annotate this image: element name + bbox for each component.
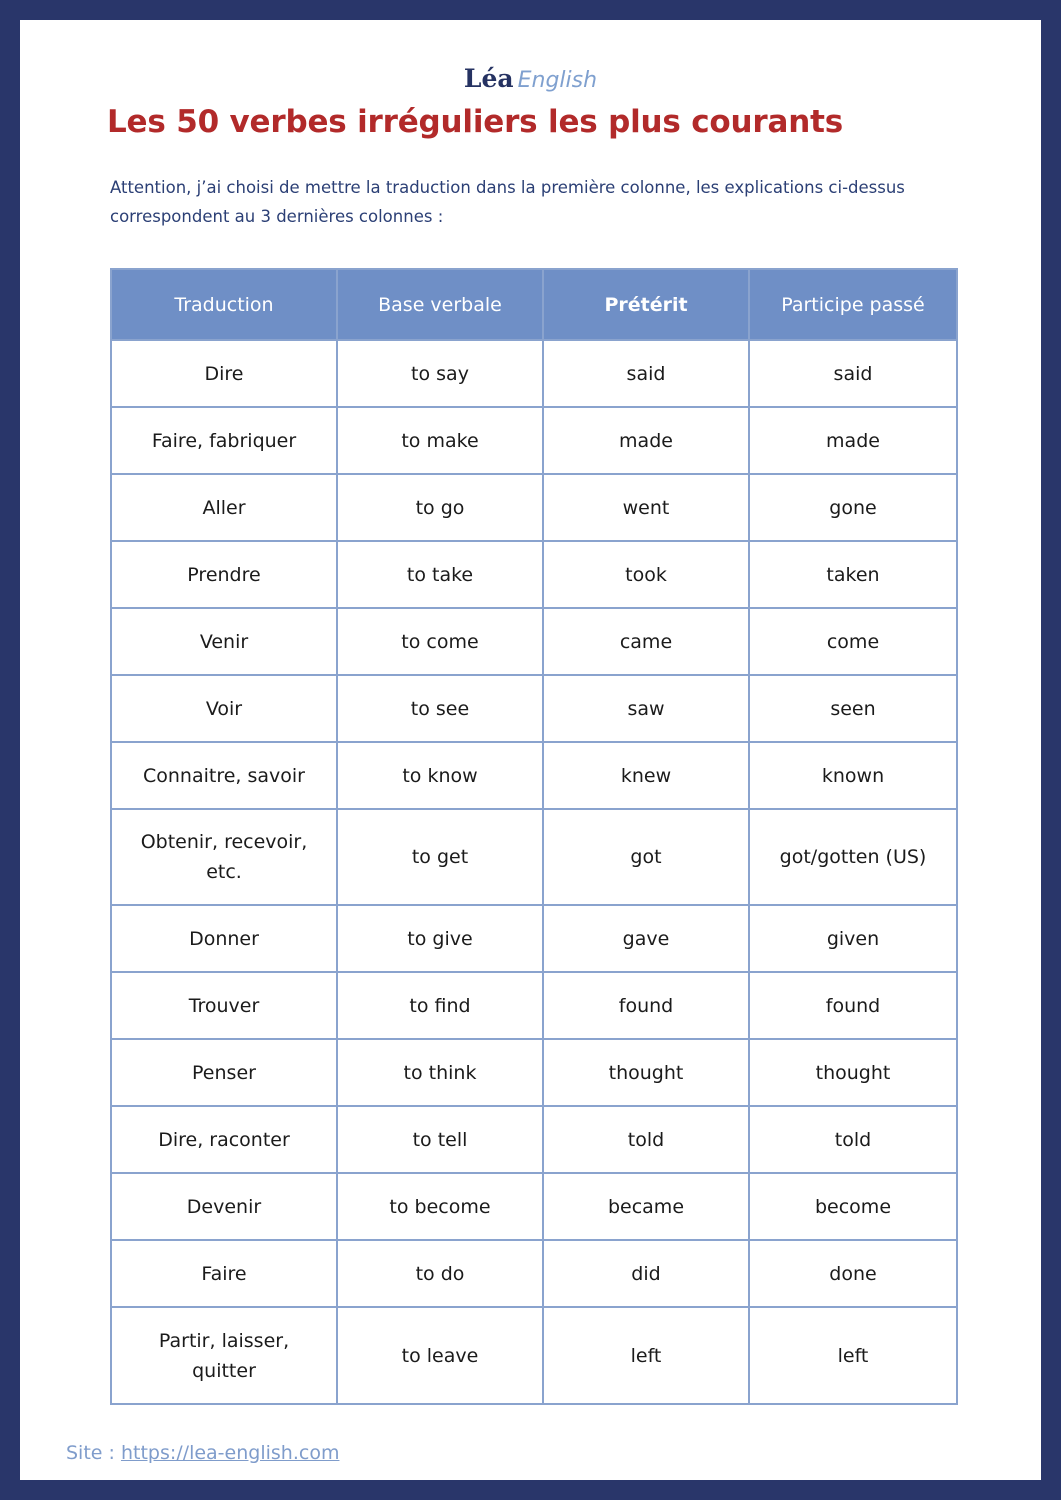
cell-participe-passe: made	[749, 407, 957, 474]
cell-base-verbale: to make	[337, 407, 543, 474]
header-traduction: Traduction	[111, 269, 337, 340]
header-base-verbale: Base verbale	[337, 269, 543, 340]
cell-preterit: did	[543, 1240, 749, 1307]
table-row	[111, 905, 957, 972]
cell-base-verbale: to come	[337, 608, 543, 675]
cell-traduction: Connaitre, savoir	[111, 742, 337, 809]
table-row	[111, 809, 957, 905]
cell-participe-passe: said	[749, 340, 957, 407]
cell-preterit: found	[543, 972, 749, 1039]
table-row	[111, 1039, 957, 1106]
cell-participe-passe: done	[749, 1240, 957, 1307]
cell-preterit: gave	[543, 905, 749, 972]
cell-participe-passe: come	[749, 608, 957, 675]
cell-preterit: told	[543, 1106, 749, 1173]
cell-participe-passe: known	[749, 742, 957, 809]
logo-sub-text: English	[517, 68, 598, 93]
cell-preterit: knew	[543, 742, 749, 809]
cell-participe-passe: seen	[749, 675, 957, 742]
header-preterit: Prétérit	[543, 269, 749, 340]
cell-participe-passe: got/gotten (US)	[749, 809, 957, 905]
intro-paragraph: Attention, j’ai choisi de mettre la traduction dans la première colonne, les explications ci-dessus correspondent au 3 dernières colonnes :	[110, 178, 905, 226]
cell-traduction: Penser	[111, 1039, 337, 1106]
table-row	[111, 407, 957, 474]
cell-participe-passe: thought	[749, 1039, 957, 1106]
cell-traduction: Venir	[111, 608, 337, 675]
page-title: Les 50 verbes irréguliers les plus courants	[107, 104, 843, 140]
cell-preterit: took	[543, 541, 749, 608]
document-page	[20, 20, 1041, 1480]
cell-preterit: saw	[543, 675, 749, 742]
cell-traduction: Faire	[111, 1240, 337, 1307]
cell-participe-passe: taken	[749, 541, 957, 608]
site-link[interactable]: https://lea-english.com	[120, 1442, 340, 1464]
cell-traduction: Dire	[111, 340, 337, 407]
cell-participe-passe: left	[749, 1307, 957, 1404]
cell-base-verbale: to know	[337, 742, 543, 809]
site-footer	[66, 1442, 339, 1464]
cell-participe-passe: become	[749, 1173, 957, 1240]
table-row	[111, 972, 957, 1039]
cell-base-verbale: to see	[337, 675, 543, 742]
table-row	[111, 541, 957, 608]
table-header-row	[111, 269, 957, 340]
cell-preterit: said	[543, 340, 749, 407]
verbs-table	[110, 268, 958, 1405]
cell-preterit: became	[543, 1173, 749, 1240]
cell-traduction: Obtenir, recevoir, etc.	[111, 809, 337, 905]
cell-traduction: Devenir	[111, 1173, 337, 1240]
cell-traduction: Aller	[111, 474, 337, 541]
header-participe-passe: Participe passé	[749, 269, 957, 340]
cell-preterit: got	[543, 809, 749, 905]
cell-base-verbale: to find	[337, 972, 543, 1039]
cell-preterit: went	[543, 474, 749, 541]
cell-preterit: made	[543, 407, 749, 474]
table-row	[111, 1173, 957, 1240]
brand-logo	[20, 64, 1041, 93]
cell-traduction: Voir	[111, 675, 337, 742]
cell-participe-passe: given	[749, 905, 957, 972]
cell-traduction: Faire, fabriquer	[111, 407, 337, 474]
cell-base-verbale: to tell	[337, 1106, 543, 1173]
cell-base-verbale: to leave	[337, 1307, 543, 1404]
cell-base-verbale: to go	[337, 474, 543, 541]
cell-participe-passe: told	[749, 1106, 957, 1173]
table-row	[111, 1240, 957, 1307]
cell-traduction: Donner	[111, 905, 337, 972]
cell-preterit: thought	[543, 1039, 749, 1106]
table-row	[111, 340, 957, 407]
table-row	[111, 675, 957, 742]
footer-label: Site :	[66, 1442, 115, 1464]
cell-base-verbale: to do	[337, 1240, 543, 1307]
cell-base-verbale: to become	[337, 1173, 543, 1240]
cell-base-verbale: to think	[337, 1039, 543, 1106]
cell-base-verbale: to say	[337, 340, 543, 407]
cell-preterit: left	[543, 1307, 749, 1404]
cell-base-verbale: to take	[337, 541, 543, 608]
table-row	[111, 474, 957, 541]
cell-participe-passe: gone	[749, 474, 957, 541]
cell-traduction: Trouver	[111, 972, 337, 1039]
table-row	[111, 742, 957, 809]
table-row	[111, 608, 957, 675]
logo-main-text: Léa	[463, 64, 514, 93]
table-row	[111, 1106, 957, 1173]
table-row	[111, 1307, 957, 1404]
cell-traduction: Prendre	[111, 541, 337, 608]
cell-participe-passe: found	[749, 972, 957, 1039]
cell-base-verbale: to give	[337, 905, 543, 972]
cell-base-verbale: to get	[337, 809, 543, 905]
cell-traduction: Dire, raconter	[111, 1106, 337, 1173]
cell-preterit: came	[543, 608, 749, 675]
cell-traduction: Partir, laisser, quitter	[111, 1307, 337, 1404]
